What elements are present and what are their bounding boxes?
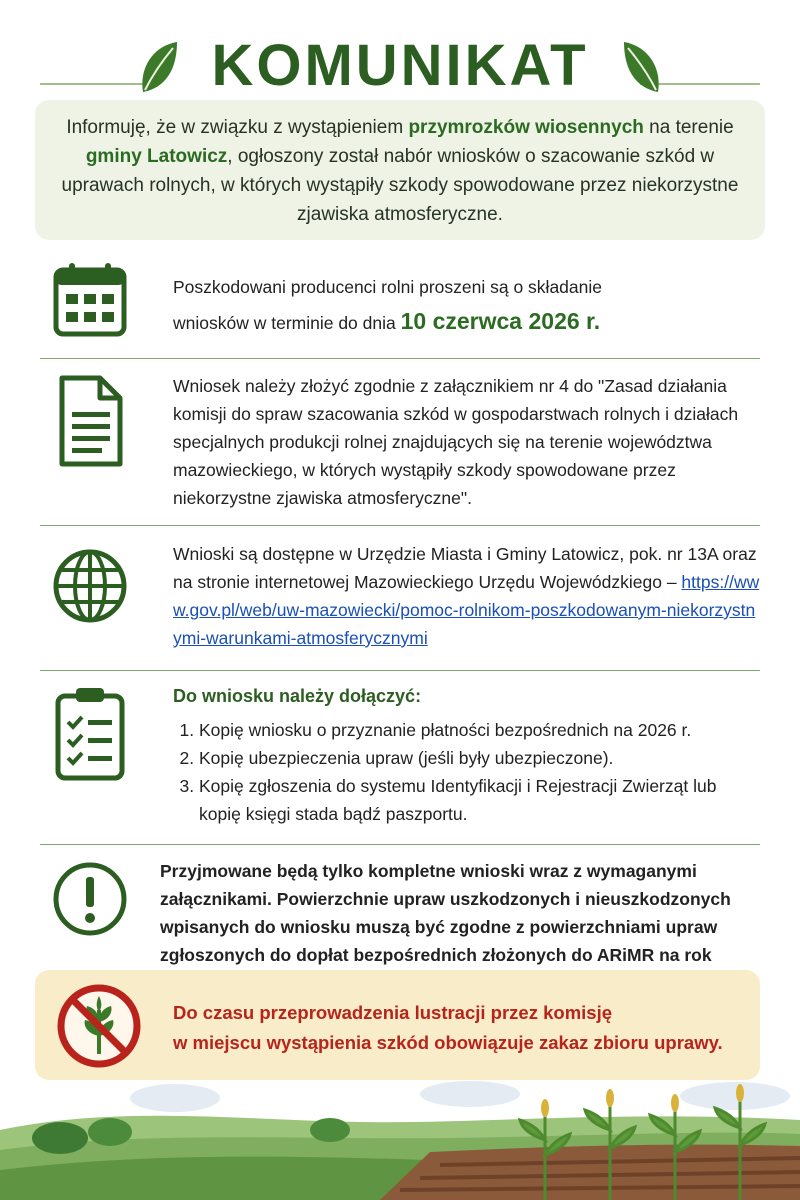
attachments-list [173,716,763,828]
intro-highlight: przymrozków wiosennych [408,117,644,138]
header [0,20,800,100]
divider [40,358,760,359]
document-icon [50,374,130,470]
availability-text [173,540,763,652]
list-item: 2. Kopię ubezpieczenia upraw (jeśli były ubezpieczone). [199,744,763,772]
intro-box [35,100,765,240]
deadline-text [173,270,763,340]
checklist-icon [50,684,130,784]
warning-row [40,855,760,965]
divider [40,670,760,671]
ministry-link[interactable]: https://www.gov.pl/web/uw-mazowiecki/pomoc-rolnikom-poszkodowanym-niekorzystnymi-warunkami-atmosferycznymi [173,572,760,648]
no-harvest-icon [55,982,143,1070]
list-item: 3. Kopię zgłoszenia do systemu Identyfikacji i Rejestracji Zwierząt lub kopię księgi stada bądź paszportu. [199,772,763,828]
deadline-line [173,304,763,340]
intro-part: na terenie [643,117,734,138]
form-row [40,372,760,522]
landscape-illustration [0,1060,800,1200]
banner-line: w miejscu wystąpienia szkód obowiązuje zakaz zbioru uprawy. [173,1032,723,1053]
intro-part: , ogłoszony został nabór wniosków o szacowanie szkód w uprawach rolnych, w których wystąpiły szkody spowodowane przez niekorzystne zjawiska atmosferyczne. [61,146,739,225]
attachments-row [40,682,760,837]
banner-line: Do czasu przeprowadzenia lustracji przez komisję [173,1002,612,1023]
divider [40,844,760,845]
form-text: Wniosek należy złożyć zgodnie z załącznikiem nr 4 do "Zasad działania komisji do spraw szacowania szkód w gospodarstwach rolnych i działach specjalnych produkcji rolnej znajdujących się na terenie województwa mazowieckiego, w których wystąpiły szkody spowodowane przez niekorzystne zjawiska atmosferyczne". [173,376,739,508]
divider [40,525,760,526]
attachments-title: Do wniosku należy dołączyć: [173,686,422,706]
exclamation-icon [50,859,130,939]
globe-icon [50,546,130,626]
deadline-row [40,258,760,358]
list-item: 1. Kopię wniosku o przyznanie płatności bezpośrednich na 2026 r. [199,716,763,744]
intro-text [55,113,745,229]
deadline-line: Poszkodowani producenci rolni proszeni są o składanie [173,277,602,297]
deadline-date: 10 czerwca 2026 r. [400,308,601,334]
calendar-icon [50,260,130,340]
warning-text: Przyjmowane będą tylko kompletne wnioski wraz z wymaganymi załącznikami. Powierzchnie upraw uszkodzonych i nieuszkodzonych wpisanych do wniosku muszą być zgodne z powierzchniami upraw zgłoszonych do dopłat bezpośrednich złożonych do ARiMR na rok [160,861,731,965]
banner-text [173,998,743,1058]
intro-highlight: gminy Latowicz [85,146,228,167]
attachments-block [173,682,763,828]
availability-row [40,538,760,663]
availability-part: Wnioski są dostępne w Urzędzie Miasta i Gminy Latowicz, pok. nr 13A oraz na stronie internetowej Mazowieckiego Urzędu Wojewódzkiego – [173,544,757,592]
page-title: KOMUNIKAT [211,33,589,98]
deadline-part: wniosków w terminie do dnia [173,313,401,333]
intro-part: Informuję, że w związku z wystąpieniem [66,117,409,138]
